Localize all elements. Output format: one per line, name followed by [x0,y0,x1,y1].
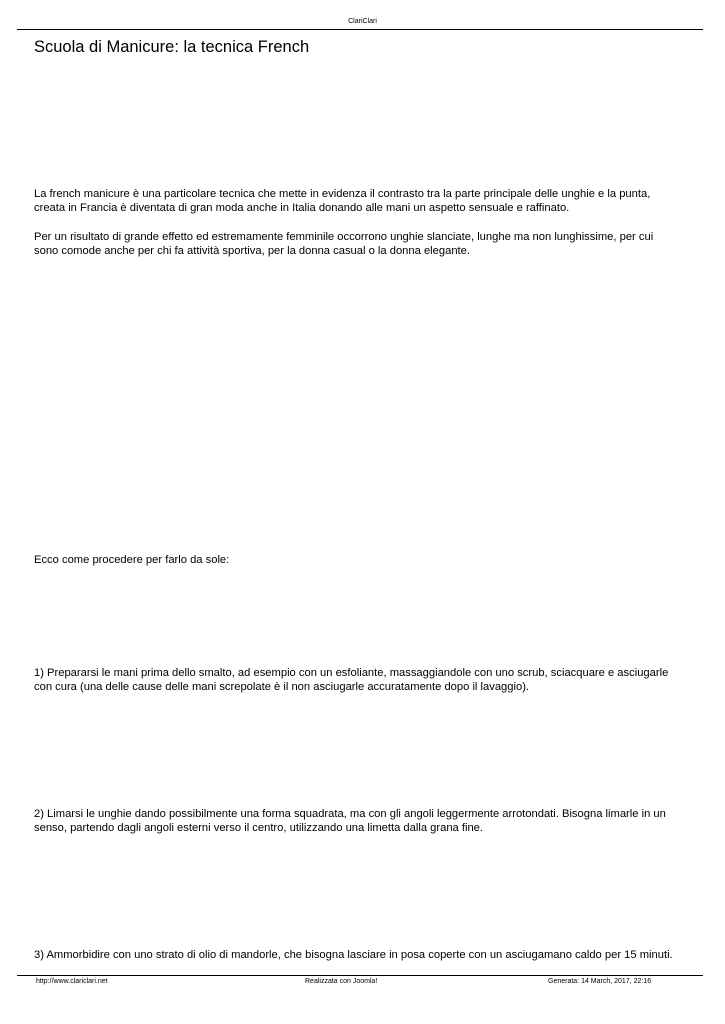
footer-divider [17,975,703,976]
requirements-paragraph: Per un risultato di grande effetto ed estremamente femminile occorrono unghie slanciate, lunghe ma non lunghissime, per cui sono comode anche per chi fa attività sportiva, per la donna casual o la donna elegante. [34,231,654,257]
footer-url: http://www.clariclari.net [36,978,108,985]
site-name: ClariClari [348,18,377,25]
intro-paragraph: La french manicure è una particolare tecnica che mette in evidenza il contrasto tra la parte principale delle unghie e la punta, creata in Francia è diventata di gran moda anche in Italia donando alle mani un aspetto sensuale e raffinato. [34,188,651,214]
page-title: Scuola di Manicure: la tecnica French [34,38,310,56]
step-2-paragraph: 2) Limarsi le unghie dando possibilmente una forma squadrata, ma con gli angoli leggermente arrotondati. Bisogna limarle in un senso, partendo dagli angoli esterni verso il centro, utilizzando una limetta dalla grana fine. [34,808,666,834]
footer-generated-date: Generata: 14 March, 2017, 22:16 [548,978,652,985]
procedure-intro-paragraph: Ecco come procedere per farlo da sole: [34,554,230,566]
step-1-paragraph: 1) Prepararsi le mani prima dello smalto, ad esempio con un esfoliante, massaggiandole con uno scrub, sciacquare e asciugarle con cura (una delle cause delle mani screpolate è il non asciugarle accuratamente dopo il lavaggio). [34,667,669,693]
header-divider [17,29,703,30]
footer-credit: Realizzata con Joomla! [305,978,378,985]
step-3-paragraph: 3) Ammorbidire con uno strato di olio di mandorle, che bisogna lasciare in posa coperte con un asciugamano caldo per 15 minuti. [34,949,673,961]
